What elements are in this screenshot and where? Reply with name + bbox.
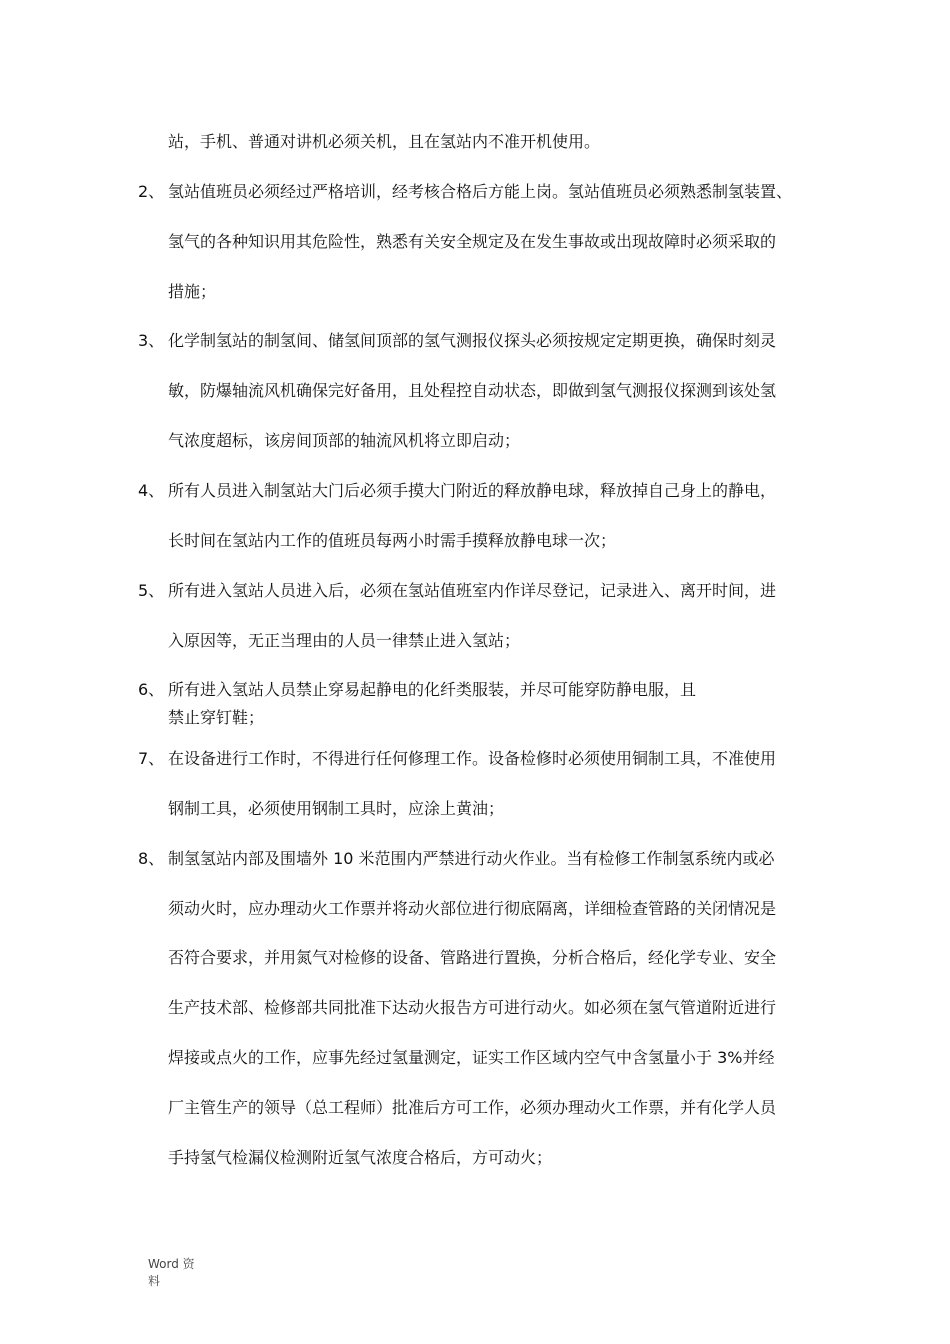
item-number: 8、: [138, 849, 165, 868]
footer-label: Word 资: [148, 1257, 195, 1271]
item-text-line: 禁止穿钉鞋；: [168, 708, 265, 727]
item-text-line: 敏，防爆轴流风机确保完好备用，且处程控自动状态，即做到氢气测报仪探测到该处氢: [168, 381, 777, 400]
intro-line: 站，手机、普通对讲机必须关机，且在氢站内不准开机使用。: [168, 132, 601, 151]
item-text-line: 措施；: [168, 282, 217, 301]
item-text-line: 制氢氢站内部及围墙外 10 米范围内严禁进行动火作业。当有检修工作制氢系统内或必: [168, 849, 775, 868]
item-text-line: 钢制工具，必须使用钢制工具时，应涂上黄油；: [168, 799, 505, 818]
item-text-line: 所有进入氢站人员禁止穿易起静电的化纤类服装，并尽可能穿防静电服，且: [168, 680, 697, 699]
item-number: 5、: [138, 581, 165, 600]
item-text-line: 化学制氢站的制氢间、储氢间顶部的氢气测报仪探头必须按规定定期更换，确保时刻灵: [168, 331, 777, 350]
item-text-line: 氢气的各种知识用其危险性，熟悉有关安全规定及在发生事故或出现故障时必须采取的: [168, 232, 777, 251]
item-text-line: 生产技术部、检修部共同批准下达动火报告方可进行动火。如必须在氢气管道附近进行: [168, 998, 777, 1017]
item-text-line: 长时间在氢站内工作的值班员每两小时需手摸释放静电球一次；: [168, 531, 617, 550]
item-text-line: 气浓度超标，该房间顶部的轴流风机将立即启动；: [168, 431, 521, 450]
item-text-line: 手持氢气检漏仪检测附近氢气浓度合格后，方可动火；: [168, 1148, 553, 1167]
item-number: 2、: [138, 182, 165, 201]
item-text-line: 氢站值班员必须经过严格培训，经考核合格后方能上岗。氢站值班员必须熟悉制氢装置、: [168, 182, 793, 201]
item-text-line: 否符合要求，并用氮气对检修的设备、管路进行置换，分析合格后，经化学专业、安全: [168, 948, 777, 967]
item-number: 4、: [138, 481, 165, 500]
item-text-line: 在设备进行工作时，不得进行任何修理工作。设备检修时必须使用铜制工具，不准使用: [168, 749, 777, 768]
item-text-line: 焊接或点火的工作，应事先经过氢量测定，证实工作区域内空气中含氢量小于 3%并经: [168, 1048, 775, 1067]
item-text-line: 所有人员进入制氢站大门后必须手摸大门附近的释放静电球，释放掉自己身上的静电，: [168, 481, 777, 500]
item-text-line: 入原因等，无正当理由的人员一律禁止进入氢站；: [168, 631, 521, 650]
item-text-line: 须动火时，应办理动火工作票并将动火部位进行彻底隔离，详细检查管路的关闭情况是: [168, 899, 777, 918]
item-text-line: 厂主管生产的领导（总工程师）批准后方可工作，必须办理动火工作票，并有化学人员: [168, 1098, 777, 1117]
item-number: 6、: [138, 680, 165, 699]
item-number: 3、: [138, 331, 165, 350]
footer-label: 料: [148, 1274, 161, 1288]
item-text-line: 所有进入氢站人员进入后，必须在氢站值班室内作详尽登记，记录进入、离开时间，进: [168, 581, 777, 600]
item-number: 7、: [138, 749, 165, 768]
